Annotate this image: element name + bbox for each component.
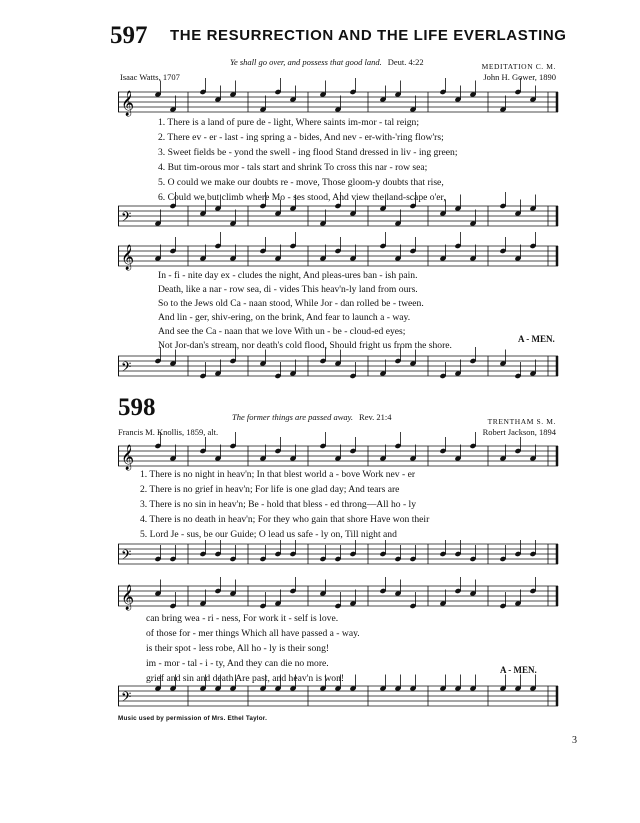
epigraph-reference: Deut. 4:22 xyxy=(387,57,424,67)
verse-line: of those for - mer things Which all have passed a - way. xyxy=(146,628,360,639)
verse-line: 3. Sweet fields be - yond the swell - ing flood Stand dressed in liv - ing green; xyxy=(158,147,458,158)
verse-line: So to the Jews old Ca - naan stood, While Jor - dan rolled be - tween. xyxy=(158,298,424,309)
treble-clef-icon: 𝄞 xyxy=(121,91,135,116)
words-credit: Isaac Watts, 1707 xyxy=(120,72,180,82)
epigraph-reference: Rev. 21:4 xyxy=(359,412,392,422)
verse-line: In - fi - nite day ex - cludes the night, And pleas-ures ban - ish pain. xyxy=(158,270,418,281)
hymn-number: 597 xyxy=(110,22,148,49)
verse-line: im - mor - tal - i - ty, And they can die no more. xyxy=(146,658,329,669)
epigraph xyxy=(230,52,424,70)
verse-line: 4. But tim-orous mor - tals start and shrink To cross this nar - row sea; xyxy=(158,162,428,173)
verse-line: 2. There ev - er - last - ing spring a - bides, And nev - er-with-'ring flow'rs; xyxy=(158,132,444,143)
verse-line: can bring wea - ri - ness, For work it - self is love. xyxy=(146,613,339,624)
treble-clef-icon: 𝄞 xyxy=(121,245,135,270)
verse-line: 6. Could we but climb where Mo - ses stood, And view the land-scape o'er, xyxy=(158,192,446,203)
epigraph-text: The former things are passed away. xyxy=(232,412,354,422)
side-mark: 3 xyxy=(572,735,577,746)
amen: A - MEN. xyxy=(500,665,537,675)
verse-line: 2. There is no grief in heav'n; For life is one glad day; And tears are xyxy=(140,484,400,495)
tune-name: TRENTHAM S. M. xyxy=(487,417,556,426)
verse-line: 1. There is a land of pure de - light, Where saints im-mor - tal reign; xyxy=(158,117,419,128)
bass-clef-icon: 𝄢 xyxy=(121,359,132,378)
bass-staff-system1-b xyxy=(118,350,558,396)
hymn-title: THE RESURRECTION AND THE LIFE EVERLASTING xyxy=(170,27,567,44)
verse-line: And see the Ca - naan that we love With un - be - cloud-ed eyes; xyxy=(158,326,406,337)
tune-name: MEDITATION C. M. xyxy=(481,62,556,71)
verse-line: 5. O could we make our doubts re - move, Those gloom-y doubts that rise, xyxy=(158,177,444,188)
bass-clef-icon: 𝄢 xyxy=(121,689,132,708)
music-credit: John H. Gower, 1890 xyxy=(483,72,556,82)
epigraph xyxy=(232,407,392,425)
amen: A - MEN. xyxy=(518,334,555,344)
verse-line: Not Jor-dan's stream, nor death's cold flood, Should fright us from the shore. xyxy=(158,340,452,351)
verse-line: grief and sin and death Are past, and heav'n is won! xyxy=(146,673,345,684)
hymn-number: 598 xyxy=(118,394,156,421)
bass-clef-icon: 𝄢 xyxy=(121,209,132,228)
verse-line: Death, like a nar - row sea, di - vides This heav'n-ly land from ours. xyxy=(158,284,418,295)
bass-clef-icon: 𝄢 xyxy=(121,547,132,566)
treble-clef-icon: 𝄞 xyxy=(121,585,135,610)
epigraph-text: Ye shall go over, and possess that good land. xyxy=(230,57,382,67)
verse-line: And lin - ger, shiv-ering, on the brink, And fear to launch a - way. xyxy=(158,312,411,323)
treble-clef-icon: 𝄞 xyxy=(121,445,135,470)
verse-line: 1. There is no night in heav'n; In that blest world a - bove Work nev - er xyxy=(140,469,416,480)
bass-staff-system2-a xyxy=(118,538,558,584)
music-credit: Robert Jackson, 1894 xyxy=(482,427,556,437)
verse-line: 4. There is no death in heav'n; For they who gain that shore Have won their xyxy=(140,514,430,525)
verse-line: 5. Lord Je - sus, be our Guide; O lead us safe - ly on, Till night and xyxy=(140,529,397,540)
footer-credit: Music used by permission of Mrs. Ethel Taylor. xyxy=(118,715,268,722)
verse-line: is their spot - less robe, All ho - ly is their song! xyxy=(146,643,330,654)
words-credit: Francis M. Knollis, 1859, alt. xyxy=(118,427,219,437)
verse-line: 3. There is no sin in heav'n; Be - hold that bless - ed throng—All ho - ly xyxy=(140,499,416,510)
